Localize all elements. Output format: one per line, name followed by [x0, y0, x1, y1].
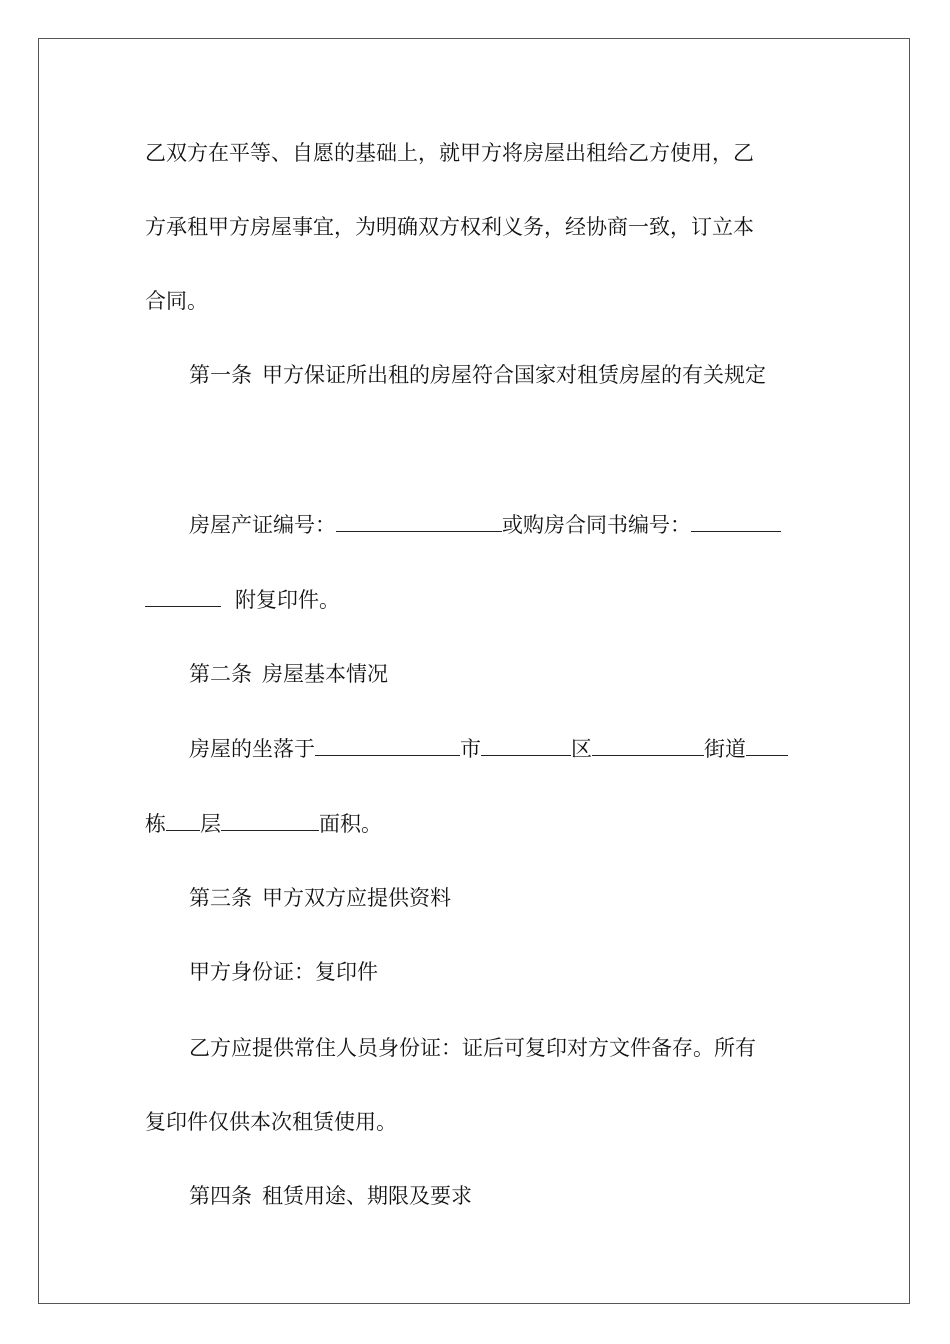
building-label: 栋	[145, 812, 166, 836]
area-label: 面积。	[319, 812, 382, 836]
building-blank[interactable]	[166, 810, 200, 831]
purchase-contract-blank[interactable]	[691, 511, 781, 532]
intro-text-2: 方承租甲方房屋事宜，为明确双方权利义务，经协商一致，订立本	[145, 215, 754, 239]
article-2-text: 房屋基本情况	[262, 662, 388, 686]
street-label: 街道	[704, 737, 746, 761]
article-4-text: 租赁用途、期限及要求	[262, 1184, 472, 1208]
floor-blank[interactable]	[221, 810, 319, 831]
intro-text-3: 合同。	[145, 289, 208, 313]
article-4-heading: 第四条	[189, 1184, 252, 1208]
party-b-docs-line-1	[189, 1033, 756, 1063]
certificate-number-label: 房屋产证编号：	[189, 513, 336, 537]
street-blank[interactable]	[746, 735, 788, 756]
purchase-contract-blank-continued[interactable]	[145, 586, 221, 607]
party-a-docs-text: 甲方身份证：复印件	[189, 960, 378, 984]
party-b-docs-text-1: 乙方应提供常住人员身份证：证后可复印对方文件备存。所有	[189, 1036, 756, 1060]
district-label: 区	[571, 737, 592, 761]
intro-line-2	[145, 212, 754, 242]
location-line	[189, 734, 788, 764]
article-3	[189, 883, 451, 913]
article-1-heading: 第一条	[189, 363, 252, 387]
article-3-heading: 第三条	[189, 886, 252, 910]
party-b-docs-line-2	[145, 1107, 397, 1137]
copy-note-line	[145, 585, 340, 615]
district-blank[interactable]	[592, 735, 704, 756]
party-a-docs	[189, 957, 378, 987]
article-4	[189, 1181, 472, 1211]
article-1	[189, 360, 766, 390]
intro-line-3	[145, 286, 208, 316]
city-label: 市	[460, 737, 481, 761]
copy-note: 附复印件。	[235, 588, 340, 612]
purchase-contract-label: 或购房合同书编号：	[502, 513, 691, 537]
party-b-docs-text-2: 复印件仅供本次租赁使用。	[145, 1110, 397, 1134]
location-label: 房屋的坐落于	[189, 737, 315, 761]
article-2	[189, 659, 388, 689]
certificate-number-blank[interactable]	[336, 511, 502, 532]
intro-text-1: 乙双方在平等、自愿的基础上，就甲方将房屋出租给乙方使用，乙	[145, 141, 754, 165]
city-blank[interactable]	[481, 735, 571, 756]
article-3-text: 甲方双方应提供资料	[262, 886, 451, 910]
location-blank[interactable]	[315, 735, 460, 756]
article-2-heading: 第二条	[189, 662, 252, 686]
certificate-line	[189, 510, 781, 540]
article-1-text: 甲方保证所出租的房屋符合国家对租赁房屋的有关规定	[262, 363, 766, 387]
floor-label: 层	[200, 812, 221, 836]
building-line	[145, 809, 382, 839]
intro-line-1	[145, 138, 754, 168]
